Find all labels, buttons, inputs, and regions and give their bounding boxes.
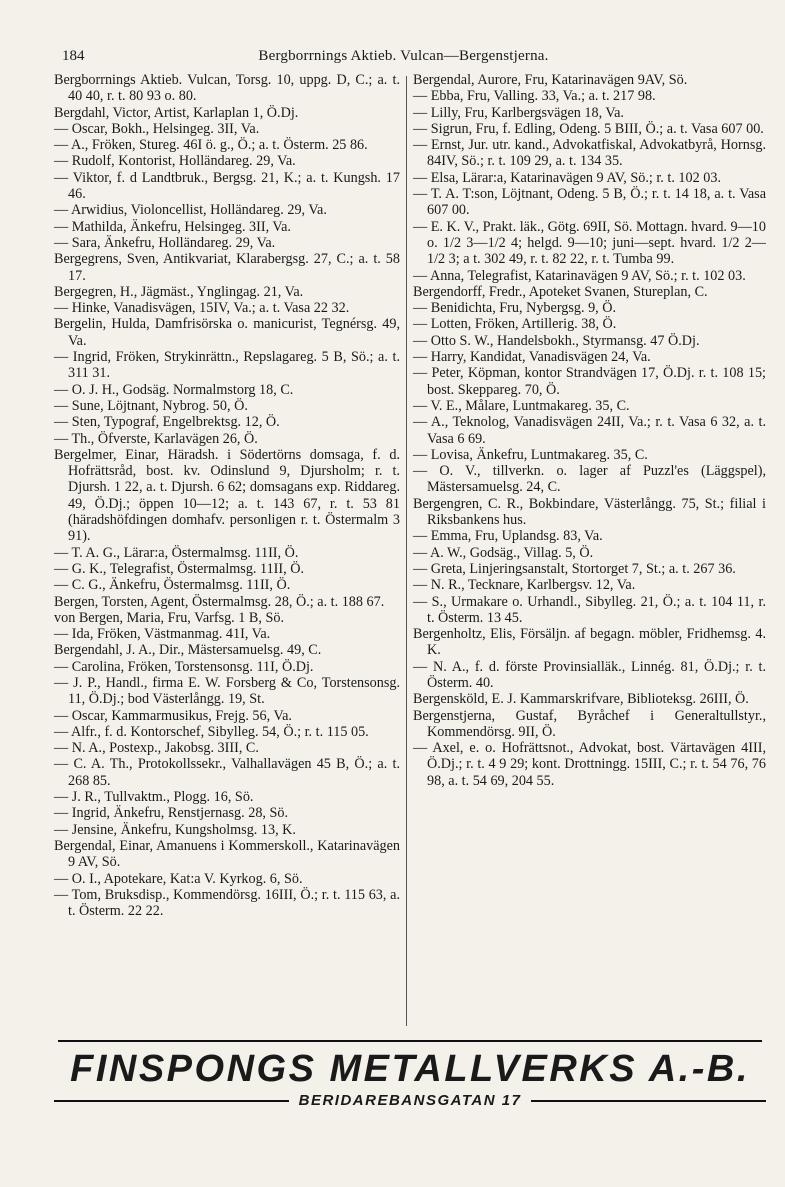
directory-entry: Bergegren, H., Jägmäst., Ynglingag. 21, Va. bbox=[54, 283, 304, 300]
directory-entry: — Rudolf, Kontorist, Holländareg. 29, Va. bbox=[54, 153, 296, 170]
directory-entry: — Greta, Linjeringsanstalt, Stortorget 7, St.; a. t. 267 36. bbox=[413, 560, 736, 577]
directory-entry: — Carolina, Fröken, Torstensonsg. 11I, Ö.Dj. bbox=[54, 658, 314, 675]
directory-entry: Bergendal, Aurore, Fru, Katarinavägen 9AV, Sö. bbox=[413, 72, 688, 88]
directory-entry: — Sten, Typograf, Engelbrektsg. 12, Ö. bbox=[54, 414, 280, 431]
directory-entry: — Sigrun, Fru, f. Edling, Odeng. 5 BIII, Ö.; a. t. Vasa 607 00. bbox=[413, 120, 764, 137]
right-entry-list bbox=[413, 72, 766, 789]
directory-entry: — V. E., Målare, Luntmakareg. 35, C. bbox=[413, 397, 630, 414]
directory-entry: — Anna, Telegrafist, Katarinavägen 9 AV, Sö.; r. t. 102 03. bbox=[413, 267, 746, 284]
directory-entry: Bergelmer, Einar, Häradsh. i Södertörns domsaga, f. d. Hofrättsråd, bost. kv. Odinslund 9, Djursholm; r. t. Djursh. 1 22, a. t. Djursh. 6 62; domsagans exp. Riddareg. 49, Ö.Dj.; öppen 10—12; a. t. 143 67, r. t. 53 81 (häradshöfdingen domhafv. personligen r. t. Östermalm 3 91). bbox=[54, 446, 400, 545]
directory-entry: — Arwidius, Violoncellist, Holländareg. 29, Va. bbox=[54, 202, 327, 219]
directory-entry: — Benidichta, Fru, Nybergsg. 9, Ö. bbox=[413, 300, 617, 317]
directory-entry: — Alfr., f. d. Kontorschef, Sibylleg. 54, Ö.; r. t. 115 05. bbox=[54, 723, 369, 740]
directory-entry: Bergdahl, Victor, Artist, Karlaplan 1, Ö.Dj. bbox=[54, 104, 299, 121]
left-column bbox=[54, 72, 400, 919]
directory-entry: — J. P., Handl., firma E. W. Forsberg & Co, Torstensonsg. 11, Ö.Dj.; bod Västerlångg. 19, St. bbox=[54, 674, 400, 708]
directory-entry: — A. W., Godsäg., Villag. 5, Ö. bbox=[413, 544, 594, 561]
directory-entry: Bergendal, Einar, Amanuens i Kommerskoll., Katarinavägen 9 AV, Sö. bbox=[54, 837, 400, 871]
directory-entry: — Ingrid, Fröken, Strykinrättn., Repslagareg. 5 B, Sö.; a. t. 311 31. bbox=[54, 349, 400, 382]
directory-columns bbox=[54, 72, 766, 1032]
directory-entry: — A., Teknolog, Vanadisvägen 24II, Va.; r. t. Vasa 6 32, a. t. Vasa 6 69. bbox=[413, 414, 766, 447]
directory-entry: Bergenstjerna, Gustaf, Byråchef i Generaltullstyr., Kommendörsg. 9II, Ö. bbox=[413, 707, 766, 740]
directory-entry: — Viktor, f. d Landtbruk., Bergsg. 21, K.; a. t. Kungsh. 17 46. bbox=[54, 169, 400, 203]
directory-entry: — E. K. V., Prakt. läk., Götg. 69II, Sö. Mottagn. hvard. 9—10 o. 1/2 3—1/2 4; helgd. 9—10; juni—sept. hvard. 1/2 2—1/2 3; a t. 302 49, r. t. 82 22, r. t. Tumba 99. bbox=[413, 218, 766, 268]
directory-entry: — Sara, Änkefru, Holländareg. 29, Va. bbox=[54, 234, 276, 251]
directory-entry: — Ida, Fröken, Västmanmag. 41I, Va. bbox=[54, 626, 271, 643]
ad-address: BERIDAREBANSGATAN 17 bbox=[298, 1092, 522, 1109]
directory-entry: — Lotten, Fröken, Artillerig. 38, Ö. bbox=[413, 316, 617, 333]
directory-entry: — O. I., Apotekare, Kat:a V. Kyrkog. 6, Sö. bbox=[54, 870, 303, 887]
directory-entry: — Ernst, Jur. utr. kand., Advokatfiskal, Advokatbyrå, Hornsg. 84IV, Sö.; r. t. 109 29, a. t. 134 35. bbox=[413, 137, 766, 170]
directory-entry: Bergborrnings Aktieb. Vulcan, Torsg. 10, uppg. D, C.; a. t. 40 40, r. t. 80 93 o. 80. bbox=[54, 72, 400, 105]
directory-entry: Bergegrens, Sven, Antikvariat, Klarabergsg. 27, C.; a. t. 58 17. bbox=[54, 251, 400, 284]
directory-entry: Bergen, Torsten, Agent, Östermalmsg. 28, Ö.; a. t. 188 67. bbox=[54, 593, 385, 610]
directory-entry: — Oscar, Kammarmusikus, Frejg. 56, Va. bbox=[54, 707, 292, 724]
directory-entry: — Lilly, Fru, Karlbergsvägen 18, Va. bbox=[413, 104, 624, 121]
directory-entry: — G. K., Telegrafist, Östermalmsg. 11II, Ö. bbox=[54, 560, 304, 577]
directory-entry: von Bergen, Maria, Fru, Varfsg. 1 B, Sö. bbox=[54, 609, 285, 626]
directory-entry: — Hinke, Vanadisvägen, 15IV, Va.; a. t. Vasa 22 32. bbox=[54, 300, 350, 317]
directory-entry: — Jensine, Änkefru, Kungsholmsg. 13, K. bbox=[54, 821, 296, 838]
directory-entry: Bergenholtz, Elis, Försäljn. af begagn. möbler, Fridhemsg. 4. K. bbox=[413, 626, 766, 659]
directory-entry: — C. G., Änkefru, Östermalmsg. 11II, Ö. bbox=[54, 577, 291, 594]
directory-entry: — Sune, Löjtnant, Nybrog. 50, Ö. bbox=[54, 397, 248, 414]
directory-entry: — Mathilda, Änkefru, Helsingeg. 3II, Va. bbox=[54, 218, 291, 235]
directory-entry: — Lovisa, Änkefru, Luntmakareg. 35, C. bbox=[413, 446, 648, 463]
ad-right-rule bbox=[531, 1100, 766, 1102]
directory-entry: Bergendorff, Fredr., Apoteket Svanen, Stureplan, C. bbox=[413, 283, 708, 300]
directory-entry: — T. A. T:son, Löjtnant, Odeng. 5 B, Ö.; r. t. 14 18, a. t. Vasa 607 00. bbox=[413, 186, 766, 219]
directory-entry: — Tom, Bruksdisp., Kommendörsg. 16III, Ö.; r. t. 115 63, a. t. Österm. 22 22. bbox=[54, 886, 400, 920]
directory-entry: — Emma, Fru, Uplandsg. 83, Va. bbox=[413, 528, 603, 545]
directory-entry: Bergengren, C. R., Bokbindare, Västerlångg. 75, St.; filial i Riksbankens hus. bbox=[413, 495, 766, 529]
advertisement bbox=[54, 1040, 766, 1109]
directory-entry: — Harry, Kandidat, Vanadisvägen 24, Va. bbox=[413, 349, 651, 366]
directory-entry: — Axel, e. o. Hofrättsnot., Advokat, bost. Värtavägen 4III, Ö.Dj.; r. t. 4 9 29; kont. Drottningg. 15III, C.; r. t. 54 76, 76 98, a. t. 54 69, 204 55. bbox=[413, 740, 766, 789]
column-divider bbox=[406, 76, 407, 1026]
running-head bbox=[62, 48, 745, 68]
directory-entry: — S., Urmakare o. Urhandl., Sibylleg. 21, Ö.; a. t. 104 11, r. t. Österm. 13 45. bbox=[413, 593, 766, 626]
directory-entry: — T. A. G., Lärar:a, Östermalmsg. 11II, Ö. bbox=[54, 544, 299, 561]
directory-entry: Bergelin, Hulda, Damfrisörska o. manicurist, Tegnérsg. 49, Va. bbox=[54, 316, 400, 349]
directory-entry: — Ebba, Fru, Valling. 33, Va.; a. t. 217 98. bbox=[413, 88, 656, 105]
directory-entry: — C. A. Th., Protokollssekr., Valhallavägen 45 B, Ö.; a. t. 268 85. bbox=[54, 756, 400, 789]
ad-address-row bbox=[54, 1092, 766, 1109]
ad-top-rule bbox=[58, 1040, 762, 1042]
directory-entry: — N. A., f. d. förste Provinsialläk., Linnég. 81, Ö.Dj.; r. t. Österm. 40. bbox=[413, 658, 766, 691]
directory-entry: — O. J. H., Godsäg. Normalmstorg 18, C. bbox=[54, 381, 294, 398]
left-entry-list bbox=[54, 72, 400, 919]
directory-entry: — Otto S. W., Handelsbokh., Styrmansg. 47 Ö.Dj. bbox=[413, 332, 700, 349]
ad-left-rule bbox=[54, 1100, 289, 1102]
directory-entry: — Oscar, Bokh., Helsingeg. 3II, Va. bbox=[54, 120, 260, 137]
page-number: 184 bbox=[62, 48, 85, 64]
directory-entry: — O. V., tillverkn. o. lager af Puzzl'es (Läggspel), Mästersamuelsg. 24, C. bbox=[413, 463, 766, 496]
directory-entry: — J. R., Tullvaktm., Plogg. 16, Sö. bbox=[54, 789, 254, 806]
directory-entry: — Ingrid, Änkefru, Renstjernasg. 28, Sö. bbox=[54, 805, 289, 822]
directory-entry: — Peter, Köpman, kontor Strandvägen 17, Ö.Dj. r. t. 108 15; bost. Skeppareg. 70, Ö. bbox=[413, 365, 766, 398]
directory-entry: — Th., Öfverste, Karlavägen 26, Ö. bbox=[54, 430, 258, 447]
ad-company-name: FINSPONGS METALLVERKS A.-B. bbox=[70, 1048, 750, 1090]
directory-entry: Bergensköld, E. J. Kammarskrifvare, Biblioteksg. 26III, Ö. bbox=[413, 691, 749, 708]
directory-entry: — A., Fröken, Stureg. 46I ö. g., Ö.; a. t. Österm. 25 86. bbox=[54, 137, 368, 154]
right-column bbox=[413, 72, 766, 789]
directory-entry: — N. A., Postexp., Jakobsg. 3III, C. bbox=[54, 740, 259, 757]
directory-entry: — Elsa, Lärar:a, Katarinavägen 9 AV, Sö.; r. t. 102 03. bbox=[413, 169, 721, 186]
header-title: Bergborrnings Aktieb. Vulcan—Bergenstjerna. bbox=[258, 48, 549, 64]
directory-entry: Bergendahl, J. A., Dir., Mästersamuelsg. 49, C. bbox=[54, 642, 322, 659]
directory-entry: — N. R., Tecknare, Karlbergsv. 12, Va. bbox=[413, 577, 636, 594]
